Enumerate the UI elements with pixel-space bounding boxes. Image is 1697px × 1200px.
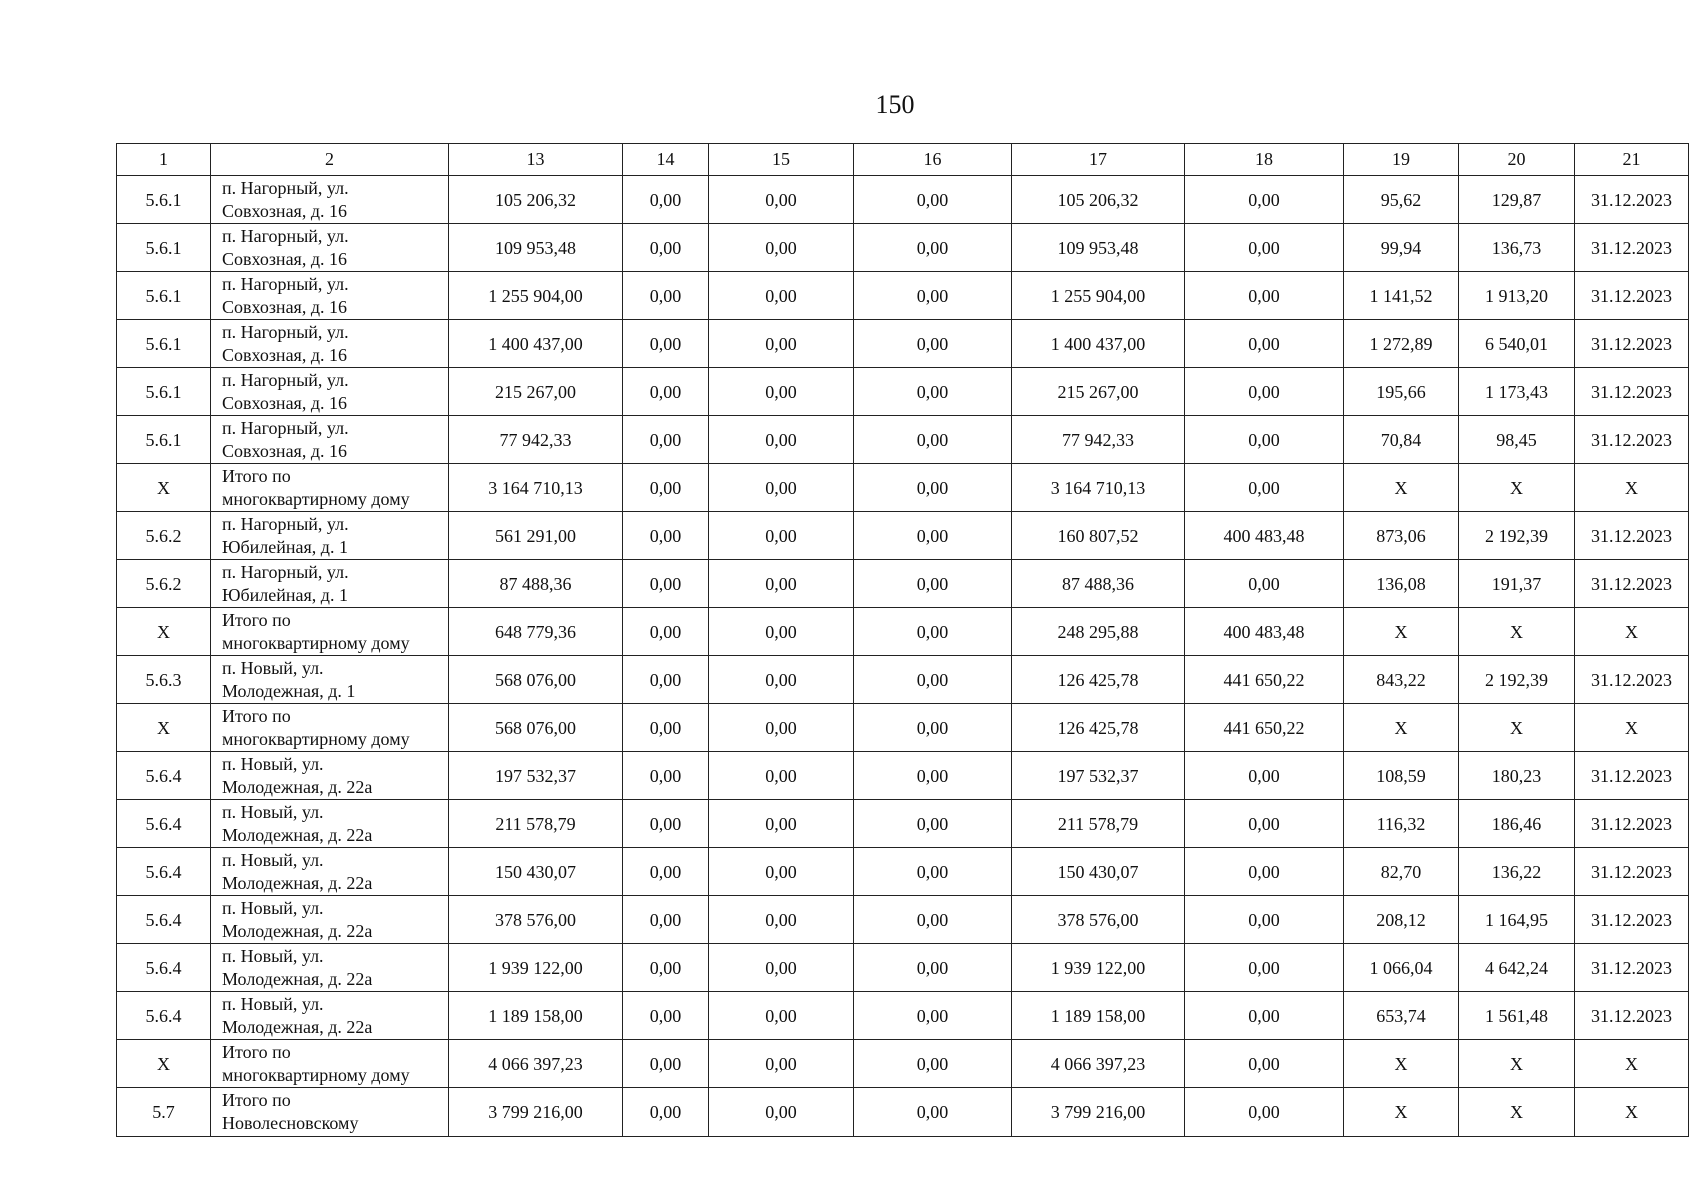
column-header: 21 [1575,144,1689,176]
value-cell-13: 211 578,79 [449,800,623,848]
value-cell-21: 31.12.2023 [1575,800,1689,848]
value-cell-18: 441 650,22 [1185,656,1344,704]
row-number-cell: 5.6.4 [117,992,211,1040]
table-row [117,224,1689,272]
value-cell-21: 31.12.2023 [1575,368,1689,416]
row-number-cell: 5.7 [117,1088,211,1137]
value-cell-15: 0,00 [709,560,854,608]
value-cell-18: 0,00 [1185,320,1344,368]
value-cell-16: 0,00 [854,944,1012,992]
column-header: 13 [449,144,623,176]
address-line: Итого по [222,705,291,726]
address-cell [211,1040,449,1088]
address-line: Юбилейная, д. 1 [222,536,348,557]
address-line: п. Нагорный, ул. [222,273,349,294]
value-cell-21: 31.12.2023 [1575,560,1689,608]
value-cell-18: 0,00 [1185,272,1344,320]
value-cell-16: 0,00 [854,176,1012,224]
value-cell-13: 568 076,00 [449,704,623,752]
value-cell-16: 0,00 [854,368,1012,416]
value-cell-21: X [1575,464,1689,512]
value-cell-17: 378 576,00 [1012,896,1185,944]
value-cell-14: 0,00 [623,608,709,656]
row-number-cell: 5.6.4 [117,944,211,992]
table-row [117,752,1689,800]
value-cell-17: 126 425,78 [1012,656,1185,704]
value-cell-16: 0,00 [854,464,1012,512]
value-cell-18: 0,00 [1185,992,1344,1040]
value-cell-14: 0,00 [623,368,709,416]
value-cell-16: 0,00 [854,704,1012,752]
value-cell-19: 1 272,89 [1344,320,1459,368]
address-line: Совхозная, д. 16 [222,344,347,365]
column-header: 19 [1344,144,1459,176]
value-cell-14: 0,00 [623,176,709,224]
column-header: 1 [117,144,211,176]
value-cell-18: 0,00 [1185,752,1344,800]
value-cell-19: 82,70 [1344,848,1459,896]
address-cell [211,416,449,464]
value-cell-15: 0,00 [709,608,854,656]
value-cell-16: 0,00 [854,992,1012,1040]
value-cell-19: 843,22 [1344,656,1459,704]
value-cell-15: 0,00 [709,464,854,512]
value-cell-17: 197 532,37 [1012,752,1185,800]
address-line: п. Новый, ул. [222,897,324,918]
column-header: 20 [1459,144,1575,176]
value-cell-15: 0,00 [709,752,854,800]
value-cell-18: 400 483,48 [1185,608,1344,656]
value-cell-17: 211 578,79 [1012,800,1185,848]
value-cell-20: 4 642,24 [1459,944,1575,992]
table-row [117,848,1689,896]
value-cell-21: 31.12.2023 [1575,272,1689,320]
value-cell-14: 0,00 [623,1040,709,1088]
table-row [117,176,1689,224]
address-line: п. Новый, ул. [222,945,324,966]
value-cell-19: X [1344,464,1459,512]
value-cell-15: 0,00 [709,848,854,896]
value-cell-14: 0,00 [623,944,709,992]
row-number-cell: X [117,464,211,512]
value-cell-15: 0,00 [709,800,854,848]
value-cell-17: 160 807,52 [1012,512,1185,560]
value-cell-17: 109 953,48 [1012,224,1185,272]
address-line: п. Новый, ул. [222,993,324,1014]
value-cell-16: 0,00 [854,1040,1012,1088]
table-row [117,800,1689,848]
address-line: Молодежная, д. 1 [222,680,356,701]
table-row [117,320,1689,368]
value-cell-14: 0,00 [623,656,709,704]
value-cell-21: 31.12.2023 [1575,512,1689,560]
value-cell-13: 197 532,37 [449,752,623,800]
value-cell-19: 108,59 [1344,752,1459,800]
value-cell-15: 0,00 [709,512,854,560]
value-cell-13: 1 189 158,00 [449,992,623,1040]
address-line: п. Нагорный, ул. [222,369,349,390]
address-cell [211,656,449,704]
address-cell [211,800,449,848]
table-row [117,1040,1689,1088]
value-cell-21: 31.12.2023 [1575,656,1689,704]
address-cell [211,176,449,224]
address-line: п. Нагорный, ул. [222,225,349,246]
value-cell-16: 0,00 [854,800,1012,848]
value-cell-16: 0,00 [854,848,1012,896]
address-cell [211,608,449,656]
value-cell-13: 109 953,48 [449,224,623,272]
address-line: п. Новый, ул. [222,753,324,774]
address-cell [211,368,449,416]
value-cell-19: 873,06 [1344,512,1459,560]
value-cell-16: 0,00 [854,224,1012,272]
address-line: п. Нагорный, ул. [222,177,349,198]
value-cell-20: 129,87 [1459,176,1575,224]
value-cell-21: 31.12.2023 [1575,320,1689,368]
column-header: 18 [1185,144,1344,176]
value-cell-21: 31.12.2023 [1575,944,1689,992]
column-header: 15 [709,144,854,176]
value-cell-16: 0,00 [854,272,1012,320]
value-cell-13: 1 255 904,00 [449,272,623,320]
value-cell-15: 0,00 [709,1088,854,1137]
value-cell-18: 0,00 [1185,464,1344,512]
value-cell-20: 1 164,95 [1459,896,1575,944]
value-cell-18: 0,00 [1185,176,1344,224]
value-cell-18: 0,00 [1185,224,1344,272]
value-cell-15: 0,00 [709,896,854,944]
address-line: п. Нагорный, ул. [222,321,349,342]
value-cell-18: 0,00 [1185,848,1344,896]
table-row [117,992,1689,1040]
value-cell-20: X [1459,704,1575,752]
value-cell-19: X [1344,1040,1459,1088]
value-cell-20: 1 173,43 [1459,368,1575,416]
column-header: 2 [211,144,449,176]
data-table [116,143,1689,1137]
column-header: 17 [1012,144,1185,176]
table-row [117,512,1689,560]
value-cell-18: 441 650,22 [1185,704,1344,752]
table-row [117,704,1689,752]
value-cell-21: X [1575,608,1689,656]
value-cell-16: 0,00 [854,560,1012,608]
value-cell-15: 0,00 [709,992,854,1040]
header-row [117,144,1689,176]
value-cell-17: 1 189 158,00 [1012,992,1185,1040]
value-cell-19: 99,94 [1344,224,1459,272]
value-cell-20: X [1459,1040,1575,1088]
address-line: п. Нагорный, ул. [222,417,349,438]
value-cell-19: 653,74 [1344,992,1459,1040]
value-cell-21: 31.12.2023 [1575,896,1689,944]
address-cell [211,704,449,752]
row-number-cell: 5.6.4 [117,848,211,896]
value-cell-19: X [1344,1088,1459,1137]
value-cell-20: X [1459,608,1575,656]
address-line: п. Нагорный, ул. [222,561,349,582]
value-cell-15: 0,00 [709,368,854,416]
value-cell-13: 3 799 216,00 [449,1088,623,1137]
address-line: многоквартирному дому [222,728,410,749]
table-row [117,896,1689,944]
value-cell-14: 0,00 [623,416,709,464]
value-cell-21: 31.12.2023 [1575,992,1689,1040]
value-cell-13: 215 267,00 [449,368,623,416]
value-cell-20: 186,46 [1459,800,1575,848]
value-cell-14: 0,00 [623,272,709,320]
value-cell-20: 2 192,39 [1459,512,1575,560]
row-number-cell: 5.6.1 [117,320,211,368]
page-number: 150 [875,90,915,119]
row-number-cell: X [117,704,211,752]
value-cell-14: 0,00 [623,704,709,752]
row-number-cell: 5.6.1 [117,416,211,464]
address-line: Молодежная, д. 22а [222,968,373,989]
value-cell-13: 150 430,07 [449,848,623,896]
value-cell-19: 136,08 [1344,560,1459,608]
value-cell-14: 0,00 [623,224,709,272]
value-cell-17: 1 255 904,00 [1012,272,1185,320]
value-cell-18: 0,00 [1185,944,1344,992]
value-cell-18: 0,00 [1185,1088,1344,1137]
value-cell-13: 105 206,32 [449,176,623,224]
value-cell-14: 0,00 [623,560,709,608]
value-cell-14: 0,00 [623,752,709,800]
value-cell-13: 378 576,00 [449,896,623,944]
value-cell-13: 1 939 122,00 [449,944,623,992]
row-number-cell: X [117,1040,211,1088]
value-cell-16: 0,00 [854,608,1012,656]
table-row [117,416,1689,464]
value-cell-20: 98,45 [1459,416,1575,464]
value-cell-17: 77 942,33 [1012,416,1185,464]
row-number-cell: 5.6.3 [117,656,211,704]
row-number-cell: 5.6.4 [117,752,211,800]
value-cell-20: 6 540,01 [1459,320,1575,368]
address-line: многоквартирному дому [222,1064,410,1085]
value-cell-20: 1 913,20 [1459,272,1575,320]
value-cell-16: 0,00 [854,656,1012,704]
address-line: Совхозная, д. 16 [222,392,347,413]
address-cell [211,512,449,560]
value-cell-18: 400 483,48 [1185,512,1344,560]
address-cell [211,896,449,944]
value-cell-13: 87 488,36 [449,560,623,608]
address-cell [211,224,449,272]
value-cell-17: 3 164 710,13 [1012,464,1185,512]
value-cell-17: 105 206,32 [1012,176,1185,224]
value-cell-15: 0,00 [709,320,854,368]
address-line: Совхозная, д. 16 [222,248,347,269]
address-line: Совхозная, д. 16 [222,440,347,461]
address-line: п. Нагорный, ул. [222,513,349,534]
value-cell-21: 31.12.2023 [1575,416,1689,464]
table-row [117,272,1689,320]
table-row [117,1088,1689,1137]
address-line: Итого по [222,1090,291,1110]
value-cell-14: 0,00 [623,800,709,848]
value-cell-20: 180,23 [1459,752,1575,800]
value-cell-15: 0,00 [709,1040,854,1088]
value-cell-20: X [1459,464,1575,512]
address-cell [211,464,449,512]
value-cell-17: 126 425,78 [1012,704,1185,752]
value-cell-20: 136,73 [1459,224,1575,272]
value-cell-17: 1 939 122,00 [1012,944,1185,992]
value-cell-17: 150 430,07 [1012,848,1185,896]
value-cell-19: 195,66 [1344,368,1459,416]
address-cell [211,1088,449,1137]
row-number-cell: 5.6.1 [117,224,211,272]
table-row [117,944,1689,992]
value-cell-14: 0,00 [623,320,709,368]
value-cell-19: 1 066,04 [1344,944,1459,992]
value-cell-21: 31.12.2023 [1575,848,1689,896]
value-cell-16: 0,00 [854,320,1012,368]
address-line: Молодежная, д. 22а [222,872,373,893]
row-number-cell: 5.6.1 [117,272,211,320]
value-cell-15: 0,00 [709,656,854,704]
value-cell-13: 1 400 437,00 [449,320,623,368]
row-number-cell: X [117,608,211,656]
value-cell-21: X [1575,704,1689,752]
address-cell [211,272,449,320]
value-cell-18: 0,00 [1185,560,1344,608]
value-cell-18: 0,00 [1185,896,1344,944]
address-line: Молодежная, д. 22а [222,776,373,797]
value-cell-15: 0,00 [709,272,854,320]
value-cell-15: 0,00 [709,224,854,272]
address-line: Итого по [222,609,291,630]
value-cell-15: 0,00 [709,944,854,992]
value-cell-21: 31.12.2023 [1575,224,1689,272]
address-cell [211,560,449,608]
value-cell-17: 248 295,88 [1012,608,1185,656]
address-cell [211,320,449,368]
value-cell-19: 95,62 [1344,176,1459,224]
address-line: п. Новый, ул. [222,657,324,678]
value-cell-13: 3 164 710,13 [449,464,623,512]
address-line: Молодежная, д. 22а [222,824,373,845]
address-line: п. Новый, ул. [222,849,324,870]
value-cell-20: 2 192,39 [1459,656,1575,704]
address-line: многоквартирному дому [222,632,410,653]
value-cell-14: 0,00 [623,464,709,512]
table-row [117,656,1689,704]
table-row [117,368,1689,416]
value-cell-14: 0,00 [623,896,709,944]
address-line: многоквартирному дому [222,488,410,509]
address-line: Итого по [222,1041,291,1062]
row-number-cell: 5.6.1 [117,368,211,416]
value-cell-17: 4 066 397,23 [1012,1040,1185,1088]
value-cell-17: 1 400 437,00 [1012,320,1185,368]
row-number-cell: 5.6.1 [117,176,211,224]
address-cell [211,752,449,800]
value-cell-18: 0,00 [1185,800,1344,848]
value-cell-14: 0,00 [623,512,709,560]
address-line: Итого по [222,465,291,486]
value-cell-17: 87 488,36 [1012,560,1185,608]
address-line: Молодежная, д. 22а [222,1016,373,1037]
value-cell-13: 77 942,33 [449,416,623,464]
address-line: Новолесновскому [222,1113,359,1133]
table-row [117,608,1689,656]
value-cell-19: 1 141,52 [1344,272,1459,320]
value-cell-19: 208,12 [1344,896,1459,944]
value-cell-13: 568 076,00 [449,656,623,704]
address-line: Юбилейная, д. 1 [222,584,348,605]
value-cell-21: 31.12.2023 [1575,176,1689,224]
value-cell-18: 0,00 [1185,368,1344,416]
address-cell [211,992,449,1040]
row-number-cell: 5.6.2 [117,560,211,608]
value-cell-19: 116,32 [1344,800,1459,848]
value-cell-21: X [1575,1088,1689,1137]
value-cell-20: X [1459,1088,1575,1137]
value-cell-20: 136,22 [1459,848,1575,896]
address-cell [211,848,449,896]
column-header: 16 [854,144,1012,176]
column-header: 14 [623,144,709,176]
table-row [117,560,1689,608]
address-line: Совхозная, д. 16 [222,296,347,317]
address-line: Совхозная, д. 16 [222,200,347,221]
value-cell-21: 31.12.2023 [1575,752,1689,800]
value-cell-14: 0,00 [623,1088,709,1137]
value-cell-18: 0,00 [1185,416,1344,464]
row-number-cell: 5.6.4 [117,800,211,848]
value-cell-16: 0,00 [854,416,1012,464]
address-line: п. Новый, ул. [222,801,324,822]
table-body [117,176,1689,1137]
value-cell-14: 0,00 [623,848,709,896]
value-cell-16: 0,00 [854,1088,1012,1137]
value-cell-15: 0,00 [709,704,854,752]
value-cell-16: 0,00 [854,512,1012,560]
value-cell-19: X [1344,704,1459,752]
value-cell-20: 191,37 [1459,560,1575,608]
table-row [117,464,1689,512]
value-cell-13: 4 066 397,23 [449,1040,623,1088]
value-cell-19: 70,84 [1344,416,1459,464]
value-cell-14: 0,00 [623,992,709,1040]
value-cell-19: X [1344,608,1459,656]
value-cell-16: 0,00 [854,896,1012,944]
value-cell-17: 3 799 216,00 [1012,1088,1185,1137]
value-cell-20: 1 561,48 [1459,992,1575,1040]
value-cell-13: 648 779,36 [449,608,623,656]
value-cell-16: 0,00 [854,752,1012,800]
row-number-cell: 5.6.4 [117,896,211,944]
value-cell-15: 0,00 [709,416,854,464]
value-cell-18: 0,00 [1185,1040,1344,1088]
value-cell-13: 561 291,00 [449,512,623,560]
address-cell [211,944,449,992]
row-number-cell: 5.6.2 [117,512,211,560]
value-cell-15: 0,00 [709,176,854,224]
address-line: Молодежная, д. 22а [222,920,373,941]
value-cell-17: 215 267,00 [1012,368,1185,416]
value-cell-21: X [1575,1040,1689,1088]
